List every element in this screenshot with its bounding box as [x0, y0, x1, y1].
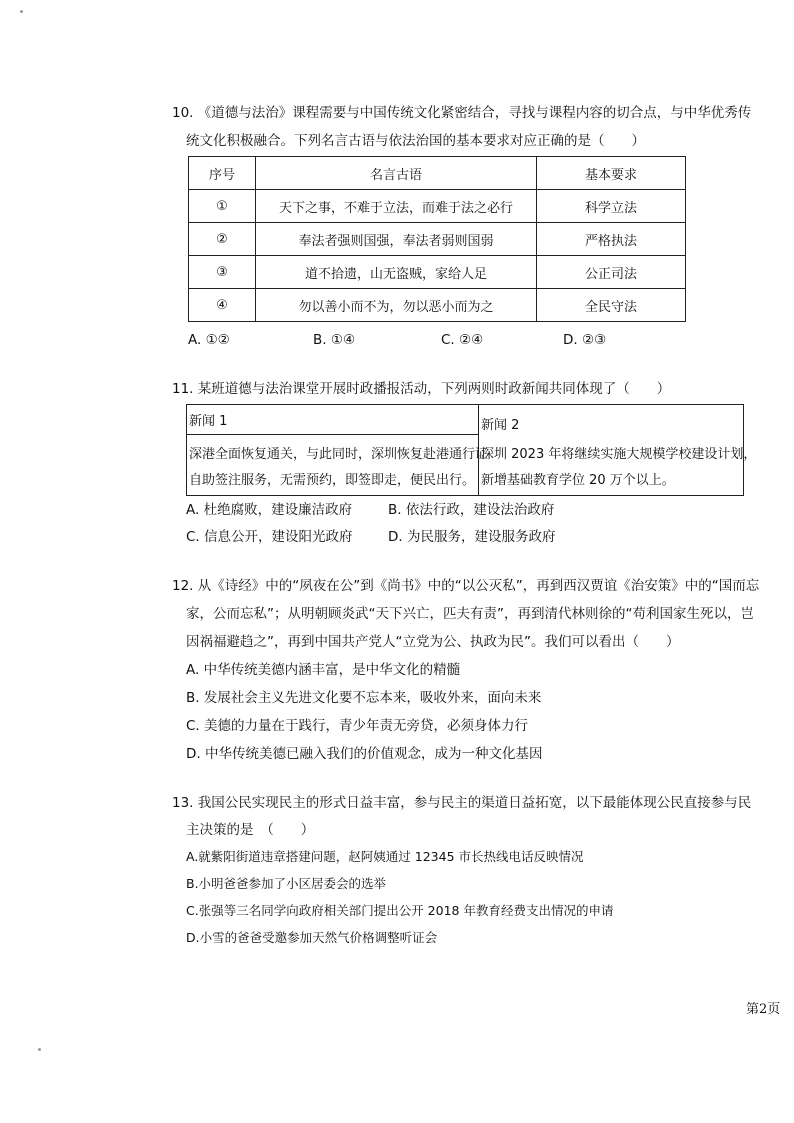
news1-divider — [187, 434, 478, 435]
q10-option-d: D. ②③ — [563, 332, 607, 348]
table-row — [189, 190, 686, 223]
q10-table — [188, 156, 686, 322]
q11-option-d: D. 为民服务，建设服务政府 — [388, 529, 556, 545]
row-requirement: 严格执法 — [537, 223, 686, 256]
q11-option-b: B. 依法行政，建设法治政府 — [388, 502, 555, 518]
q11-option-a: A. 杜绝腐败，建设廉洁政府 — [186, 502, 353, 518]
scan-speck — [20, 10, 23, 13]
q12-option-d: D. 中华传统美德已融入我们的价值观念，成为一种文化基因 — [186, 746, 543, 762]
news1-title: 新闻 1 — [189, 414, 228, 429]
q10-stem-line1: 10. 《道德与法治》课程需要与中国传统文化紧密结合，寻找与课程内容的切合点，与中华优秀传 — [172, 105, 752, 121]
table-row — [189, 223, 686, 256]
header-quote: 名言古语 — [256, 157, 537, 190]
news2-title: 新闻 2 — [481, 418, 520, 433]
q12-stem-line1: 12. 从《诗经》中的“夙夜在公”到《尚书》中的“以公灭私”，再到西汉贾谊《治安策》中的“国而忘 — [172, 578, 760, 594]
q12-option-b: B. 发展社会主义先进文化要不忘本来，吸收外来，面向未来 — [186, 690, 542, 706]
header-requirement: 基本要求 — [537, 157, 686, 190]
q13-option-d: D.小雪的爸爸受邀参加天然气价格调整听证会 — [186, 930, 438, 945]
news2-line1: 深圳 2023 年将继续实施大规模学校建设计划， — [481, 447, 757, 462]
q11-news-table — [186, 404, 757, 496]
q13-option-a: A.就紫阳街道违章搭建问题，赵阿姨通过 12345 市长热线电话反映情况 — [186, 849, 584, 864]
news1-line1: 深港全面恢复通关，与此同时，深圳恢复赴港通行证 — [189, 447, 489, 462]
q13-option-c: C.张强等三名同学向政府相关部门提出公开 2018 年教育经费支出情况的申请 — [186, 903, 614, 918]
q10-option-c: C. ②④ — [441, 332, 484, 348]
news1-line2: 自助签注服务，无需预约，即签即走，便民出行。 — [189, 473, 476, 488]
q13-option-b: B.小明爸爸参加了小区居委会的选举 — [186, 876, 387, 891]
q10-option-a: A. ①② — [188, 332, 230, 348]
q10-stem-line2: 统文化积极融合。下列名言古语与依法治国的基本要求对应正确的是（ ） — [186, 133, 645, 149]
q11-stem-line1: 11. 某班道德与法治课堂开展时政播报活动，下列两则时政新闻共同体现了（ ） — [172, 381, 671, 397]
page-number: 第2页 — [746, 1002, 781, 1017]
q12-option-c: C. 美德的力量在于践行，青少年责无旁贷，必须身体力行 — [186, 718, 529, 734]
table-row — [189, 289, 686, 322]
row-quote: 道不拾遗，山无盗贼，家给人足 — [256, 256, 537, 289]
row-quote: 奉法者强则国强，奉法者弱则国弱 — [256, 223, 537, 256]
row-quote: 天下之事，不难于立法，而难于法之必行 — [256, 190, 537, 223]
row-index: ③ — [189, 256, 256, 289]
news2-line2: 新增基础教育学位 20 万个以上。 — [481, 473, 675, 488]
row-requirement: 公正司法 — [537, 256, 686, 289]
row-requirement: 科学立法 — [537, 190, 686, 223]
q12-option-a: A. 中华传统美德内涵丰富，是中华文化的精髓 — [186, 662, 461, 678]
q12-stem-line2: 家，公而忘私”；从明朝顾炎武“天下兴亡，匹夫有责”，再到清代林则徐的“苟利国家生死以，岂 — [186, 606, 754, 622]
q13-stem-line2: 主决策的是 （ ） — [186, 822, 315, 838]
news1-cell — [187, 405, 489, 495]
row-index: ① — [189, 190, 256, 223]
table-row — [189, 256, 686, 289]
row-requirement: 全民守法 — [537, 289, 686, 322]
q12-stem-line3: 因祸福避趋之”，再到中国共产党人“立党为公、执政为民”。我们可以看出（ ） — [186, 634, 680, 650]
q13-stem-line1: 13. 我国公民实现民主的形式日益丰富，参与民主的渠道日益拓宽，以下最能体现公民直接参与民 — [172, 795, 752, 811]
row-index: ② — [189, 223, 256, 256]
news2-cell — [479, 405, 757, 495]
row-index: ④ — [189, 289, 256, 322]
q11-option-c: C. 信息公开，建设阳光政府 — [186, 529, 353, 545]
q10-option-b: B. ①④ — [313, 332, 356, 348]
scan-speck — [38, 1048, 41, 1051]
header-index: 序号 — [189, 157, 256, 190]
table-header-row — [189, 157, 686, 190]
row-quote: 勿以善小而不为，勿以恶小而为之 — [256, 289, 537, 322]
